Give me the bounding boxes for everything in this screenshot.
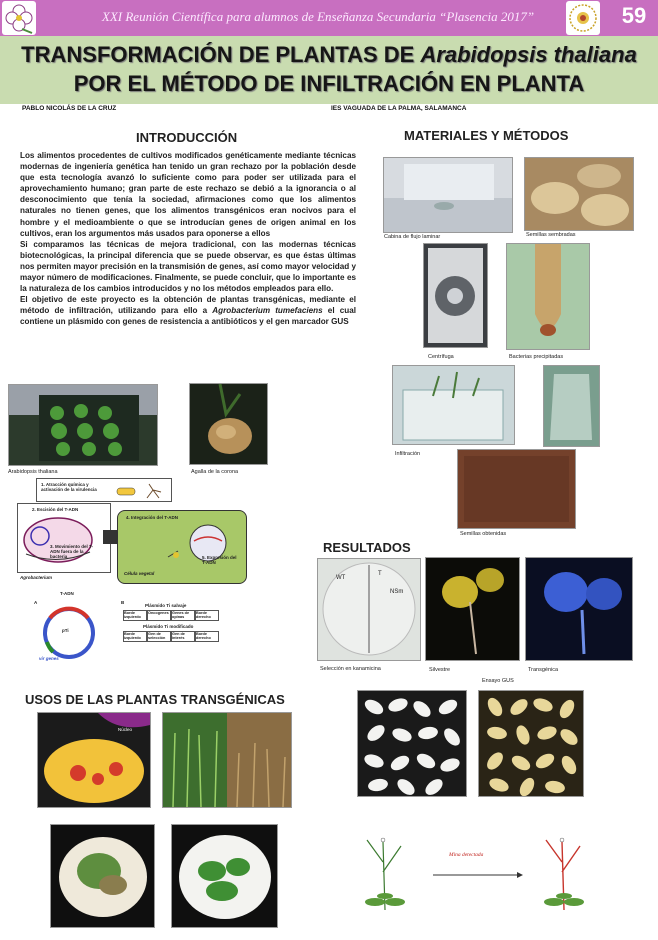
arrow-icon [433, 866, 525, 874]
diagram-plant-cell: 4. Integración del T-ADN 5. Expresión del T-ADN Célula vegetal [117, 510, 247, 584]
field-crops-photo [162, 712, 292, 808]
label-vir-genes: vir genes [39, 656, 59, 661]
seeds-obtained-photo [457, 449, 576, 529]
label-pti: pTi [62, 628, 69, 633]
white-seeds-photo [357, 690, 467, 797]
caption-semillas-sembradas: Semillas sembradas [526, 232, 576, 238]
sun-logo-icon [566, 1, 600, 35]
diagram-agrobacterium-box: 2. Escisión del T-ADN 3. Movimiento del T-ADN fuera de la bacteria [17, 503, 111, 573]
yellow-seeds-photo [478, 690, 584, 797]
label-plasmid-wild: Plásmido Ti salvaje [145, 603, 187, 608]
caption-agalla: Agalla de la corona [191, 469, 239, 475]
caption-ensayo-gus: Ensayo GUS [482, 678, 514, 684]
label-b: B [121, 600, 125, 605]
caption-infiltracion: Infiltración [395, 451, 421, 457]
intro-paragraph-1: Los alimentos procedentes de cultivos modificados genéticamente mediante técnicas modernas de ingeniería genética han tenido un gran rechazo por la población desde que esta tecnología avanzó lo suficiente como para poder ser utilizada para el aprovechamiento humano; gran parte de este rechazo se debió a la ignorancia o al desconocimiento que tenía la sociedad, afirmaciones como que los alimentos naturales no tienen genes, que los alimentos transgénicos eran nocivos para el hombre y el medioambiente o que se introducían genes de origen animal en los cultivos, eran los argumentos más usados para oponerse a ellos [20, 151, 356, 238]
leaf-plate-photo-1 [50, 824, 155, 928]
plant-drawing-before [355, 822, 417, 912]
meeting-title: XXI Reunión Científica para alumnos de Enseñanza Secundaria “Plasencia 2017” [101, 9, 535, 24]
caption-bacterias: Bacterias precipitadas [509, 354, 564, 360]
poster-title-line2: POR EL MÉTODO DE INFILTRACIÓN EN PLANTA [73, 71, 585, 96]
kanamycin-selection-photo: WT T NSm [317, 558, 421, 661]
pti-plasmid-icon [38, 602, 100, 664]
intro-paragraph-2: Si comparamos las técnicas de mejora tradicional, con las modernas técnicas biotecnológicas, la principal diferencia que se puede observar, es que éstas últimas nos permiten mayor precisión en la transmisión de genes, así como mayor velocidad y mayor número de modificaciones. Finalmente, se puede concluir, que lo importante es la naturaleza de los cambios introducidos y no los métodos empleados para ello. [20, 239, 356, 294]
flower-logo-icon [2, 1, 36, 35]
label-agrobacterium: Agrobacterium [20, 575, 53, 580]
intro-heading: INTRODUCCIÓN [136, 130, 238, 145]
label-a: A [34, 600, 38, 605]
school-name: IES VAGUADA DE LA PALMA, SALAMANCA [331, 105, 467, 112]
leaf-plate-photo-2 [171, 824, 278, 928]
arabidopsis-photo [8, 384, 158, 466]
caption-transgenica: Transgénica [528, 667, 559, 673]
wild-type-gus-photo [425, 557, 520, 661]
modified-plasmid-map: Borde izquierdo Gen de selección Gen de interés Borde derecho [123, 631, 217, 640]
infiltration-photo [392, 365, 515, 445]
intro-text [20, 150, 356, 328]
transgenic-gus-photo [525, 557, 633, 661]
centrifuge-photo [423, 243, 488, 348]
cell-mechanism-diagram: Núcleo [37, 712, 151, 808]
mina-detectada-label: Mina detectada [449, 852, 484, 858]
caption-arabidopsis: Arabidopsis thaliana [8, 469, 58, 475]
results-heading: RESULTADOS [323, 540, 411, 555]
caption-cabina: Cabina de flujo laminar [384, 234, 441, 240]
uses-heading: USOS DE LAS PLANTAS TRANSGÉNICAS [25, 692, 285, 707]
poster-title-line1: TRANSFORMACIÓN DE PLANTAS DE Arabidopsis thaliana [21, 42, 637, 67]
precipitated-bacteria-photo [506, 243, 590, 350]
poster-number: 59 [621, 3, 647, 28]
intro-paragraph-3: El objetivo de este proyecto es la obtención de plantas transgénicas, mediante el método de infiltración, utilizando para ello a Agrobacterium tumefaciens el cual contiene un plásmido con genes de resistencia a antibióticos y el gen marcador GUS [20, 295, 356, 327]
plant-drawing-after [534, 822, 596, 912]
diagram-step1-box: 1. Atracción química y activación de la virulencia [36, 478, 172, 502]
label-tadn: T-ADN [60, 591, 74, 596]
label-plasmid-mod: Plásmido Ti modificado [143, 624, 194, 629]
crown-gall-photo [189, 383, 268, 465]
author-name: PABLO NICOLÁS DE LA CRUZ [22, 105, 117, 112]
bagged-plants-photo [543, 365, 600, 447]
caption-semillas-obtenidas: Semillas obtenidas [460, 531, 507, 537]
sown-seeds-photo [524, 157, 634, 231]
wild-plasmid-map: Borde izquierdo Oncogenes Genes de opinas Borde derecho [123, 610, 217, 619]
caption-seleccion: Selección en kanamicina [320, 666, 381, 672]
methods-heading: MATERIALES Y MÉTODOS [404, 128, 569, 143]
caption-silvestre: Silvestre [429, 667, 451, 673]
caption-centrifuga: Centrífuga [428, 354, 454, 360]
laminar-flow-photo [383, 157, 513, 233]
